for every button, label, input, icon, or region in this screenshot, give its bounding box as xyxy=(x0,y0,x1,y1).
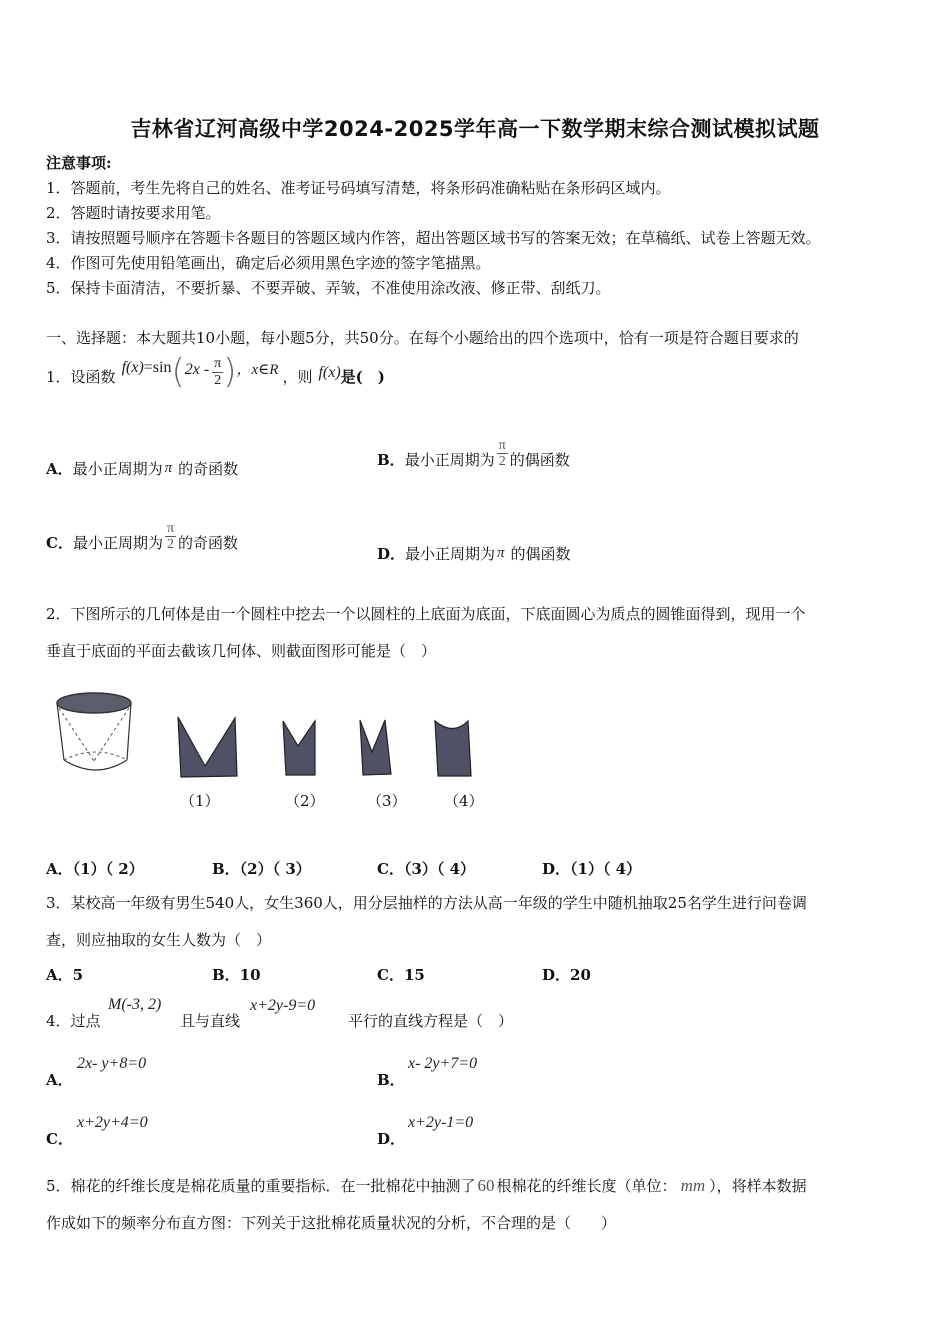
option-c-label[interactable]: C． xyxy=(46,1130,73,1148)
option-c[interactable]: C． 最小正周期为 $\frac{\pi}{2}$ 的奇函数 xyxy=(46,521,239,553)
cross-section-2 xyxy=(283,721,315,775)
question-text: 设函数 xyxy=(70,367,116,386)
option-d[interactable]: D．20 xyxy=(542,966,591,984)
option-a-label[interactable]: A． xyxy=(46,1071,73,1089)
fraction-pi-2: $\frac{\pi}{2}$ xyxy=(214,356,222,388)
option-c[interactable]: C．（3）（ 4） xyxy=(377,860,476,878)
question-3-line2: 查，则应抽取的女生人数为（ ） xyxy=(46,931,272,949)
right-paren: ) xyxy=(223,352,237,392)
option-c[interactable]: C．15 xyxy=(377,966,425,984)
notice-heading: 注意事项: xyxy=(46,154,112,172)
option-b-label[interactable]: B． xyxy=(377,1071,405,1089)
math-point: M(-3, 2) xyxy=(108,996,162,1013)
math-line: x+2y-9=0 xyxy=(250,997,316,1014)
option-a[interactable]: A．（1）（ 2） xyxy=(46,860,144,878)
fraction-pi-2: $\frac{\pi}{2}$ xyxy=(166,521,175,553)
math-sin: =sin xyxy=(143,359,172,376)
question-text: 是( ) xyxy=(340,367,385,386)
q2-figure xyxy=(50,688,490,818)
math-inner: 2x - xyxy=(184,361,210,378)
math-fx: f(x) xyxy=(121,359,144,376)
option-b[interactable]: B．10 xyxy=(212,966,261,984)
page-title: 吉林省辽河高级中学2024-2025学年高一下数学期末综合测试模拟试题 xyxy=(130,117,820,141)
option-b[interactable]: B．（2）（ 3） xyxy=(212,860,311,878)
question-4-text: 平行的直线方程是（ ） xyxy=(348,1012,514,1030)
question-3-line1: 3．某校高一年级有男生540人，女生360人，用分层抽样的方法从高一年级的学生中随机抽取25名学生进行问卷调 xyxy=(46,894,807,912)
notice-item: 2．答题时请按要求用笔。 xyxy=(46,204,221,222)
notice-item: 5．保持卡面清洁，不要折暴、不要弄破、弄皱，不准使用涂改液、修正带、刮纸刀。 xyxy=(46,279,611,297)
question-4-num: 4．过点 xyxy=(46,1012,101,1030)
option-d[interactable]: D． 最小正周期为 π 的偶函数 xyxy=(377,545,571,563)
notice-item: 4．作图可先使用铅笔画出，确定后必须用黑色字迹的签字笔描黑。 xyxy=(46,254,491,272)
option-b[interactable]: B． 最小正周期为 $\frac{\pi}{2}$ 的偶函数 xyxy=(377,438,570,470)
question-2-line2: 垂直于底面的平面去截该几何体、则截面图形可能是（ ） xyxy=(46,642,437,660)
question-number: 1． xyxy=(46,367,71,386)
option-a-math[interactable]: 2x- y+8=0 xyxy=(77,1055,147,1072)
math-fx: f(x) xyxy=(318,364,341,381)
fraction-pi-2: $\frac{\pi}{2}$ xyxy=(498,438,506,470)
figure-label-1: （1） xyxy=(180,792,220,810)
section-heading: 一、选择题：本大题共10小题，每小题5分，共50分。在每个小题给出的四个选项中，恰有一项是符合题目要求的 xyxy=(46,329,799,347)
option-b-math[interactable]: x- 2y+7=0 xyxy=(408,1055,478,1072)
left-paren: ( xyxy=(171,352,185,392)
cross-section-3 xyxy=(360,720,391,775)
question-5-line1: 5．棉花的纤维长度是棉花质量的重要指标．在一批棉花中抽测了 60 根棉花的纤维长度（单位： mm ），将样本数据 xyxy=(46,1175,807,1195)
question-1 xyxy=(46,352,385,400)
cross-section-1 xyxy=(178,717,237,777)
option-a[interactable]: A． 最小正周期为 π 的奇函数 xyxy=(46,460,239,478)
cylinder-figure xyxy=(57,693,131,770)
option-c-math[interactable]: x+2y+4=0 xyxy=(77,1114,148,1131)
option-d[interactable]: D．（1）（ 4） xyxy=(542,860,642,878)
question-5-line2: 作成如下的频率分布直方图：下列关于这批棉花质量状况的分析，不合理的是（ ） xyxy=(46,1214,617,1232)
figure-label-4: （4） xyxy=(444,792,484,810)
question-2-line1: 2．下图所示的几何体是由一个圆柱中挖去一个以圆柱的上底面为底面，下底面圆心为质点的圆锥面得到，现用一个 xyxy=(46,605,806,623)
question-text: ，则 xyxy=(282,367,313,386)
notice-item: 1．答题前，考生先将自己的姓名、准考证号码填写清楚，将条形码准确粘贴在条形码区域内。 xyxy=(46,179,671,197)
cross-section-4 xyxy=(435,721,471,776)
figure-label-3: （3） xyxy=(367,792,407,810)
option-a[interactable]: A．5 xyxy=(46,966,84,984)
option-d-label[interactable]: D． xyxy=(377,1130,406,1148)
math-domain: ，x∈R xyxy=(236,361,279,378)
notice-item: 3．请按照题号顺序在答题卡各题目的答题区域内作答，超出答题区域书写的答案无效；在草稿纸、试卷上答题无效。 xyxy=(46,229,821,247)
figure-label-2: （2） xyxy=(285,792,325,810)
option-d-math[interactable]: x+2y-1=0 xyxy=(408,1114,474,1131)
question-4-text: 且与直线 xyxy=(180,1012,241,1030)
